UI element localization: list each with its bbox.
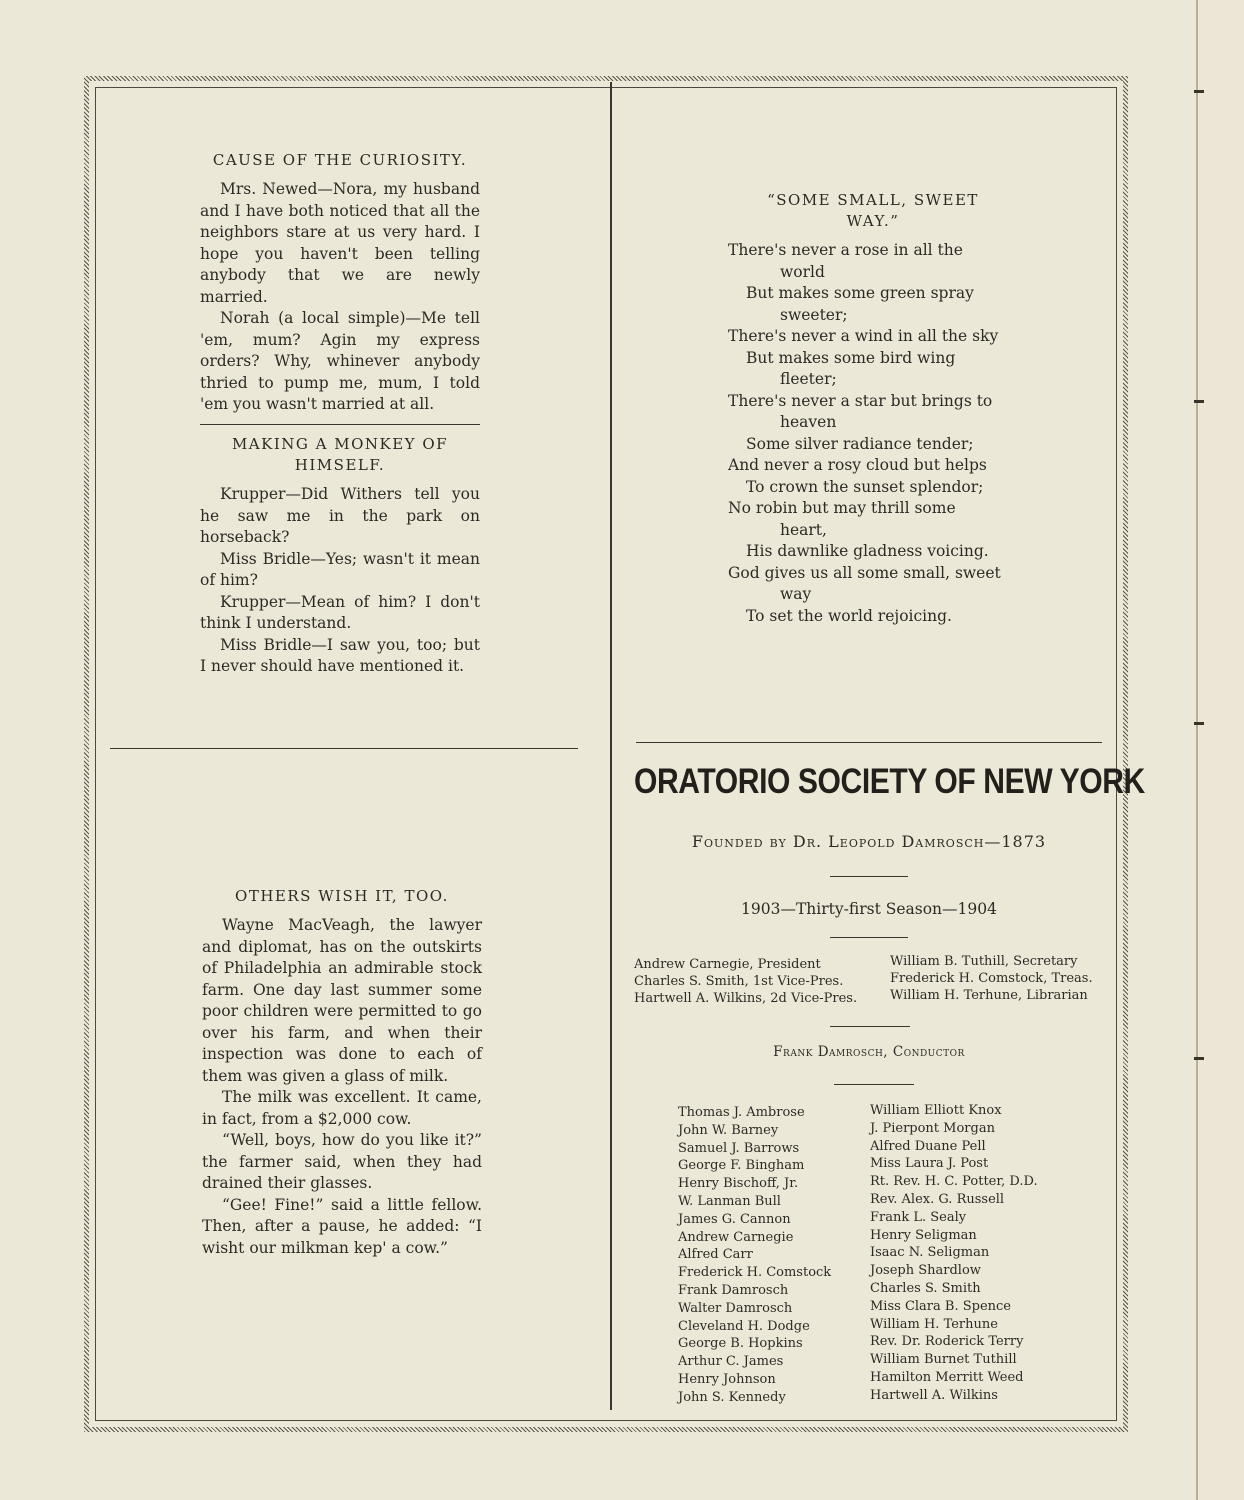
story-heading: OTHERS WISH IT, TOO.	[235, 887, 449, 905]
short-rule	[830, 876, 908, 877]
conductor-line: Frank Damrosch, Conductor	[773, 1044, 965, 1060]
short-rule	[830, 1026, 910, 1027]
director-name: Arthur C. James	[678, 1354, 784, 1370]
director-name: William H. Terhune	[870, 1316, 998, 1332]
officer-entry: Frederick H. Comstock, Treas.	[890, 971, 1093, 986]
director-name: Charles S. Smith	[870, 1280, 981, 1296]
section-rule-right	[636, 742, 1102, 743]
poem-line: No robin but may thrill some	[728, 499, 956, 517]
officer-entry: Charles S. Smith, 1st Vice-Pres.	[634, 974, 844, 989]
story-others-wish-it	[202, 886, 482, 1259]
story-paragraph: Miss Bridle—Yes; wasn't it mean of him?	[200, 549, 480, 589]
director-name: George B. Hopkins	[678, 1336, 803, 1352]
director-name: Isaac N. Seligman	[870, 1245, 990, 1261]
director-name: James G. Cannon	[678, 1211, 791, 1227]
officer-entry: Hartwell A. Wilkins, 2d Vice-Pres.	[634, 991, 858, 1006]
poem-line: But makes some green spray	[746, 284, 974, 302]
poem-line: heart,	[780, 520, 827, 539]
director-name: Andrew Carnegie	[678, 1229, 794, 1245]
short-rule	[830, 937, 908, 938]
story-paragraph: Krupper—Mean of him? I don't think I understand.	[200, 592, 480, 632]
column-divider	[610, 82, 612, 1410]
story-paragraph: Wayne MacVeagh, the lawyer and diplomat, has on the outskirts of Philadelphia an admirable stock farm. One day last summer some poor children were permitted to go over his farm, and when their inspection was done to each of them was given a glass of milk.	[202, 916, 482, 1085]
director-name: John S. Kennedy	[678, 1389, 786, 1405]
short-rule	[834, 1084, 914, 1085]
story-making-a-monkey	[200, 434, 480, 678]
section-rule-left	[110, 748, 578, 749]
director-name: Henry Bischoff, Jr.	[678, 1176, 799, 1192]
officer-entry: William H. Terhune, Librarian	[890, 988, 1088, 1003]
officer-entry: William B. Tuthill, Secretary	[890, 954, 1078, 969]
season-line: 1903—Thirty-first Season—1904	[741, 900, 997, 918]
director-name: Miss Clara B. Spence	[870, 1298, 1011, 1314]
director-name: Joseph Shardlow	[870, 1263, 981, 1279]
adjacent-page-edge	[1196, 0, 1244, 1500]
separator-rule	[200, 424, 480, 425]
story-paragraph: The milk was excellent. It came, in fact, from a $2,000 cow.	[202, 1088, 482, 1128]
poem-line: heaven	[780, 413, 837, 431]
poem-line: There's never a rose in all the	[728, 241, 963, 259]
director-name: Miss Laura J. Post	[870, 1156, 989, 1172]
director-name: Henry Johnson	[678, 1371, 776, 1387]
director-name: Frederick H. Comstock	[678, 1265, 832, 1281]
story-paragraph: Mrs. Newed—Nora, my husband and I have both noticed that all the neighbors stare at us very hard. I hope you haven't been telling anybody that we are newly married.	[200, 180, 480, 306]
poem-line: way	[780, 585, 812, 603]
director-name: John W. Barney	[678, 1122, 779, 1138]
poem-line: God gives us all some small, sweet	[728, 563, 1001, 582]
director-name: Frank Damrosch	[678, 1282, 789, 1298]
directors-right	[870, 1102, 1070, 1405]
director-name: Alfred Duane Pell	[870, 1138, 986, 1154]
story-heading: CAUSE OF THE CURIOSITY.	[212, 151, 468, 169]
director-name: Hartwell A. Wilkins	[870, 1387, 998, 1403]
story-heading: MAKING A MONKEY OF HIMSELF.	[231, 435, 449, 474]
director-name: Samuel J. Barrows	[678, 1140, 800, 1156]
director-name: Thomas J. Ambrose	[678, 1105, 805, 1120]
society-title: ORATORIO SOCIETY OF NEW YORK	[634, 762, 1145, 801]
director-name: Rt. Rev. H. C. Potter, D.D.	[870, 1174, 1038, 1190]
poem-line: And never a rosy cloud but helps	[728, 456, 987, 474]
poem-line: To set the world rejoicing.	[746, 606, 952, 625]
director-name: J. Pierpont Morgan	[870, 1120, 995, 1136]
story-paragraph: Krupper—Did Withers tell you he saw me in the park on horseback?	[200, 485, 480, 546]
poem-line: There's never a wind in all the sky	[728, 327, 999, 345]
story-paragraph: Miss Bridle—I saw you, too; but I never should have mentioned it.	[200, 635, 480, 675]
director-name: Cleveland H. Dodge	[678, 1318, 810, 1334]
story-paragraph: “Well, boys, how do you like it?” the farmer said, when they had drained their glasses.	[202, 1131, 482, 1192]
director-name: Rev. Dr. Roderick Terry	[870, 1334, 1024, 1350]
poem-line: sweeter;	[780, 305, 848, 324]
poem-line: His dawnlike gladness voicing.	[746, 542, 989, 560]
poem-some-small-sweet-way	[728, 190, 1018, 627]
director-name: William Burnet Tuthill	[870, 1352, 1017, 1368]
directors-left	[678, 1104, 868, 1407]
officer-entry: Andrew Carnegie, President	[634, 957, 821, 972]
director-name: Frank L. Sealy	[870, 1209, 967, 1225]
poem-line: Some silver radiance tender;	[746, 434, 974, 453]
poem-line: fleeter;	[780, 370, 837, 388]
officers-right	[890, 953, 1106, 1004]
poem-line: To crown the sunset splendor;	[746, 477, 984, 496]
story-paragraph: “Gee! Fine!” said a little fellow. Then, after a pause, he added: “I wisht our milkman kep' a cow.”	[202, 1195, 482, 1257]
director-name: Henry Seligman	[870, 1227, 977, 1243]
director-name: George F. Bingham	[678, 1158, 805, 1174]
director-name: William Elliott Knox	[870, 1103, 1002, 1118]
story-cause-of-curiosity	[200, 150, 480, 435]
officers-left	[634, 956, 884, 1007]
poem-title-line2: WAY.”	[846, 212, 900, 230]
director-name: W. Lanman Bull	[678, 1193, 781, 1209]
director-name: Hamilton Merritt Weed	[870, 1369, 1024, 1385]
director-name: Walter Damrosch	[678, 1300, 793, 1316]
director-name: Rev. Alex. G. Russell	[870, 1191, 1005, 1207]
poem-line: But makes some bird wing	[746, 348, 956, 367]
founded-line: Founded by Dr. Leopold Damrosch—1873	[691, 832, 1047, 851]
poem-title-line1: “SOME SMALL, SWEET	[767, 191, 979, 209]
poem-line: world	[780, 262, 825, 281]
director-name: Alfred Carr	[678, 1247, 753, 1263]
poem-line: There's never a star but brings to	[728, 391, 993, 410]
story-paragraph: Norah (a local simple)—Me tell 'em, mum? Agin my express orders? Why, whinever anybody thried to pump me, mum, I told 'em you wasn't married at all.	[200, 309, 480, 413]
